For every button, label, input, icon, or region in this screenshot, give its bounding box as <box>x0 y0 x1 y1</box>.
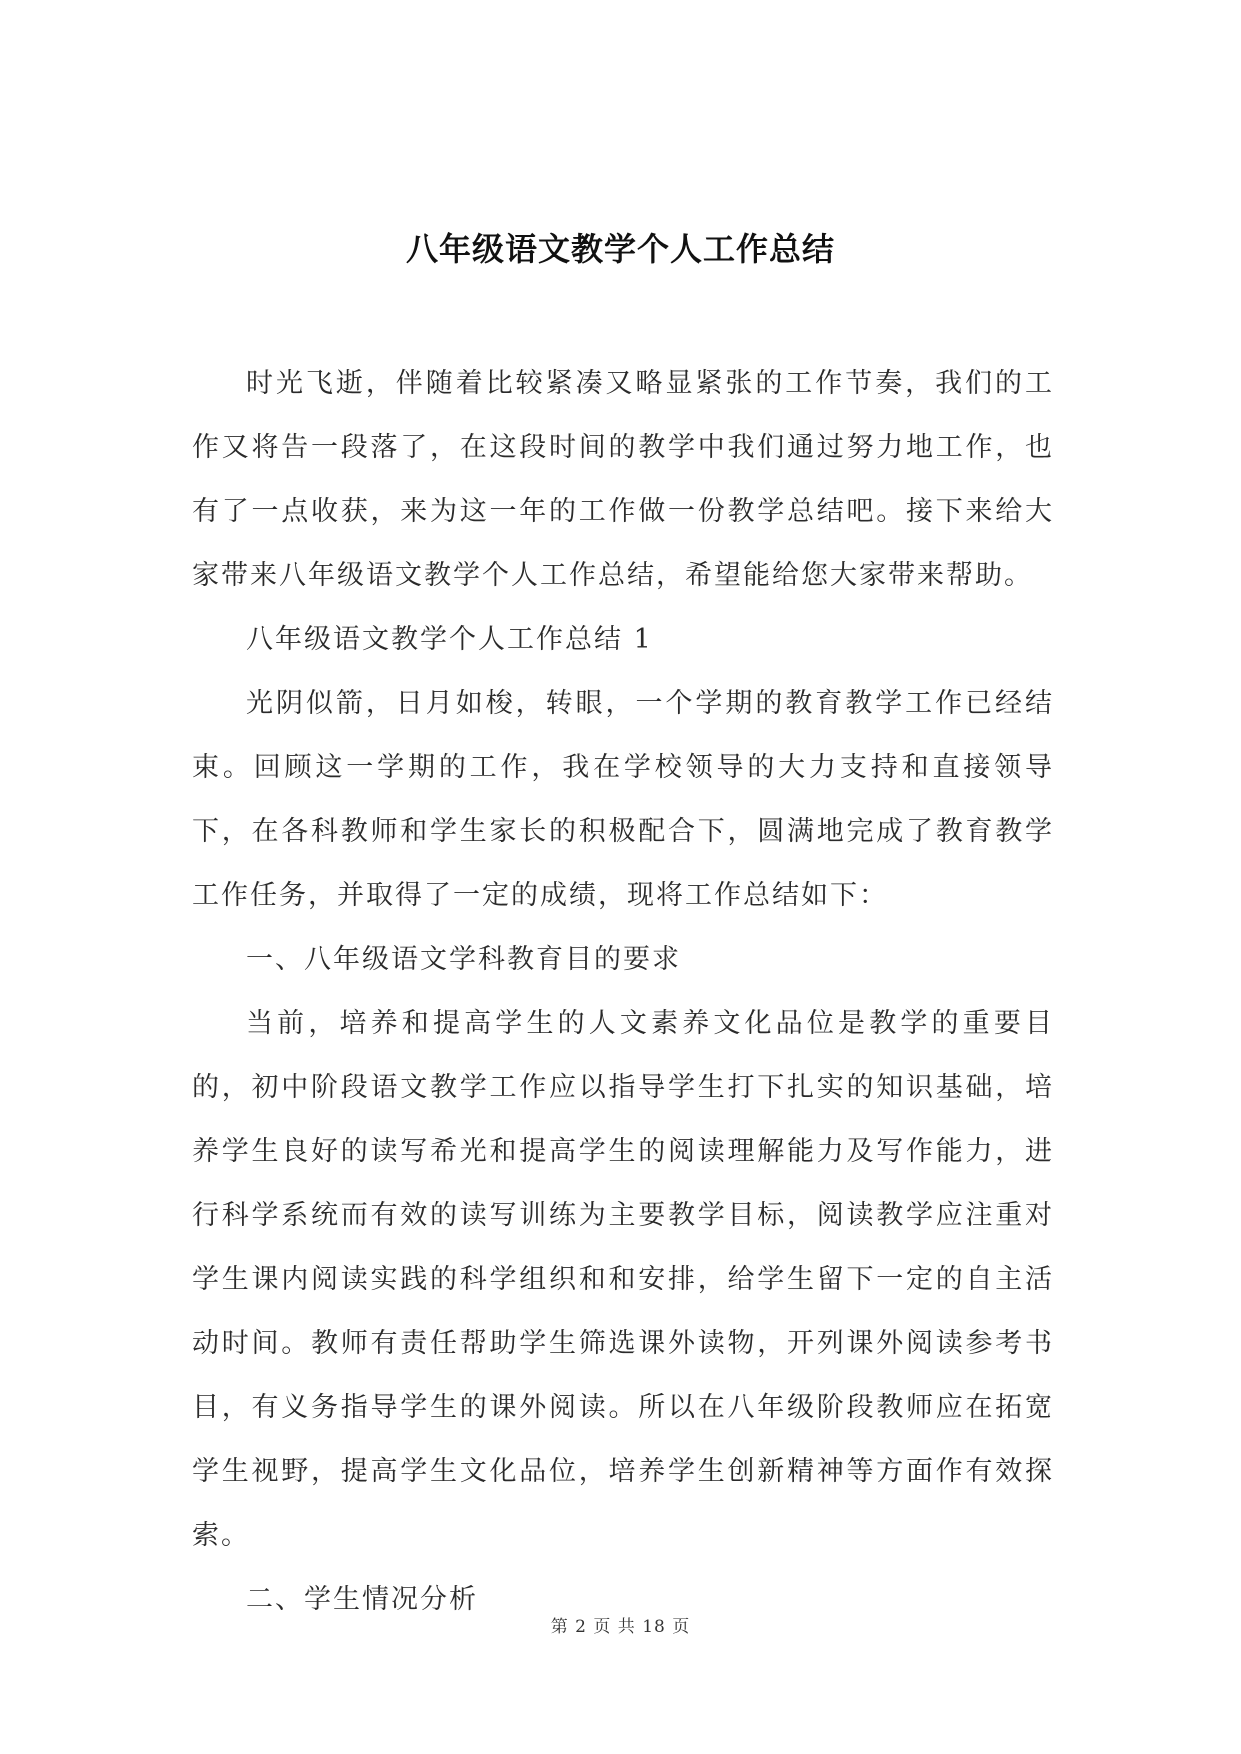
document-body <box>192 352 1054 1632</box>
body-paragraph-2: 当前，培养和提高学生的人文素养文化品位是教学的重要目的，初中阶段语文教学工作应以指导学生打下扎实的知识基础，培养学生良好的读写希光和提高学生的阅读理解能力及写作能力，进行科学系统而有效的读写训练为主要教学目标，阅读教学应注重对学生课内阅读实践的科学组织和和安排，给学生留下一定的自主活动时间。教师有责任帮助学生筛选课外读物，开列课外阅读参考书目，有义务指导学生的课外阅读。所以在八年级阶段教师应在拓宽学生视野，提高学生文化品位，培养学生创新精神等方面作有效探索。 <box>192 1008 1054 1551</box>
section-heading-1: 一、八年级语文学科教育目的要求 <box>246 944 681 975</box>
section-heading-2: 二、学生情况分析 <box>246 1584 478 1615</box>
section-title: 八年级语文教学个人工作总结 1 <box>246 624 653 655</box>
body-paragraph-1: 光阴似箭，日月如梭，转眼，一个学期的教育教学工作已经结束。回顾这一学期的工作，我在学校领导的大力支持和直接领导下，在各科教师和学生家长的积极配合下，圆满地完成了教育教学工作任务，并取得了一定的成绩，现将工作总结如下： <box>192 688 1054 911</box>
page-number-footer: 第 2 页 共 18 页 <box>550 1617 691 1637</box>
document-title: 八年级语文教学个人工作总结 <box>405 230 835 268</box>
intro-paragraph: 时光飞逝，伴随着比较紧凑又略显紧张的工作节奏，我们的工作又将告一段落了，在这段时间的教学中我们通过努力地工作，也有了一点收获，来为这一年的工作做一份教学总结吧。接下来给大家带来八年级语文教学个人工作总结，希望能给您大家带来帮助。 <box>192 368 1054 591</box>
